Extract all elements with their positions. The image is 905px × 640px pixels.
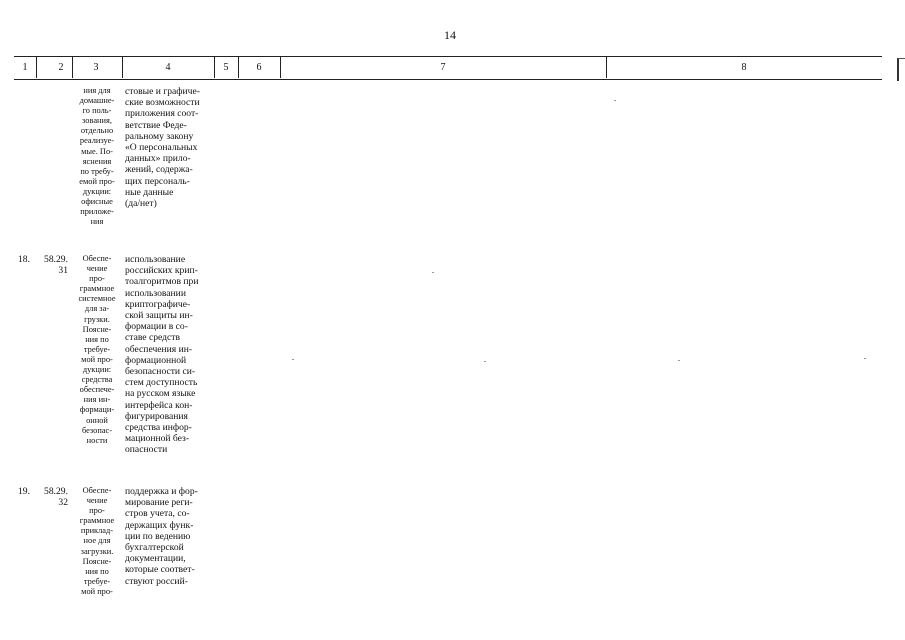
scan-speck [484,361,486,362]
row-19-code: 58.29. 32 [44,486,68,509]
column-divider [72,57,73,78]
page-edge-mark [897,58,905,81]
row-18-code: 58.29. 31 [44,254,68,277]
column-header-7: 7 [440,62,446,73]
column-header-4: 4 [165,62,171,73]
column-header-8: 8 [741,62,747,73]
column-divider [122,57,123,78]
column-divider [36,57,37,78]
row-19-number: 19. [18,486,30,497]
row-cont-description: ния для домашне- го поль- зования, отдельно реализуе- мые. По- яснения по требу- емой про- дукции: офисные приложе- ния [79,86,115,227]
row-19-description: Обеспе- чение про- граммное приклад- ное для загрузки. Поясне- ния по требуе- мой про- [79,486,115,596]
column-divider [280,57,281,78]
column-header-3: 3 [93,62,99,73]
column-header-1: 1 [22,62,28,73]
scan-speck [432,272,434,273]
table-header-row [14,56,882,80]
row-19-characteristic: поддержка и фор- мирование реги- стров учета, со- держащих функ- ции по ведению бухгалтерской документации, которые соответ- ствуют россий- [125,486,198,587]
scan-speck [292,359,294,360]
row-18-description: Обеспе- чение про- граммное системное для за- грузки. Поясне- ния по требуе- мой про- дукции: средства обеспече- ния ин- формаци- онной безопас- ности [78,254,116,445]
scan-speck [614,100,616,101]
column-divider [238,57,239,78]
row-18-number: 18. [18,254,30,265]
scan-speck [864,358,866,359]
column-divider [606,57,607,78]
column-header-2: 2 [58,62,64,73]
column-header-5: 5 [223,62,229,73]
scan-speck [678,360,680,361]
row-18-characteristic: использование российских крип- тоалгоритмов при использовании криптографиче- ской защиты ин- формации в со- ставе средств обеспечения ин- формационной безопасности си- стем доступность на русском языке интерфейса кон- фигурирования средства инфор- мационной без- опасности [125,254,199,456]
column-header-6: 6 [256,62,262,73]
column-divider [214,57,215,78]
page-number: 14 [444,28,456,42]
row-cont-characteristic: стовые и графиче- ские возможности приложения соот- ветствие Феде- ральному закону «О персональных данных» прило- жений, содержа- щих персональ- ные данные (да/нет) [125,86,200,210]
